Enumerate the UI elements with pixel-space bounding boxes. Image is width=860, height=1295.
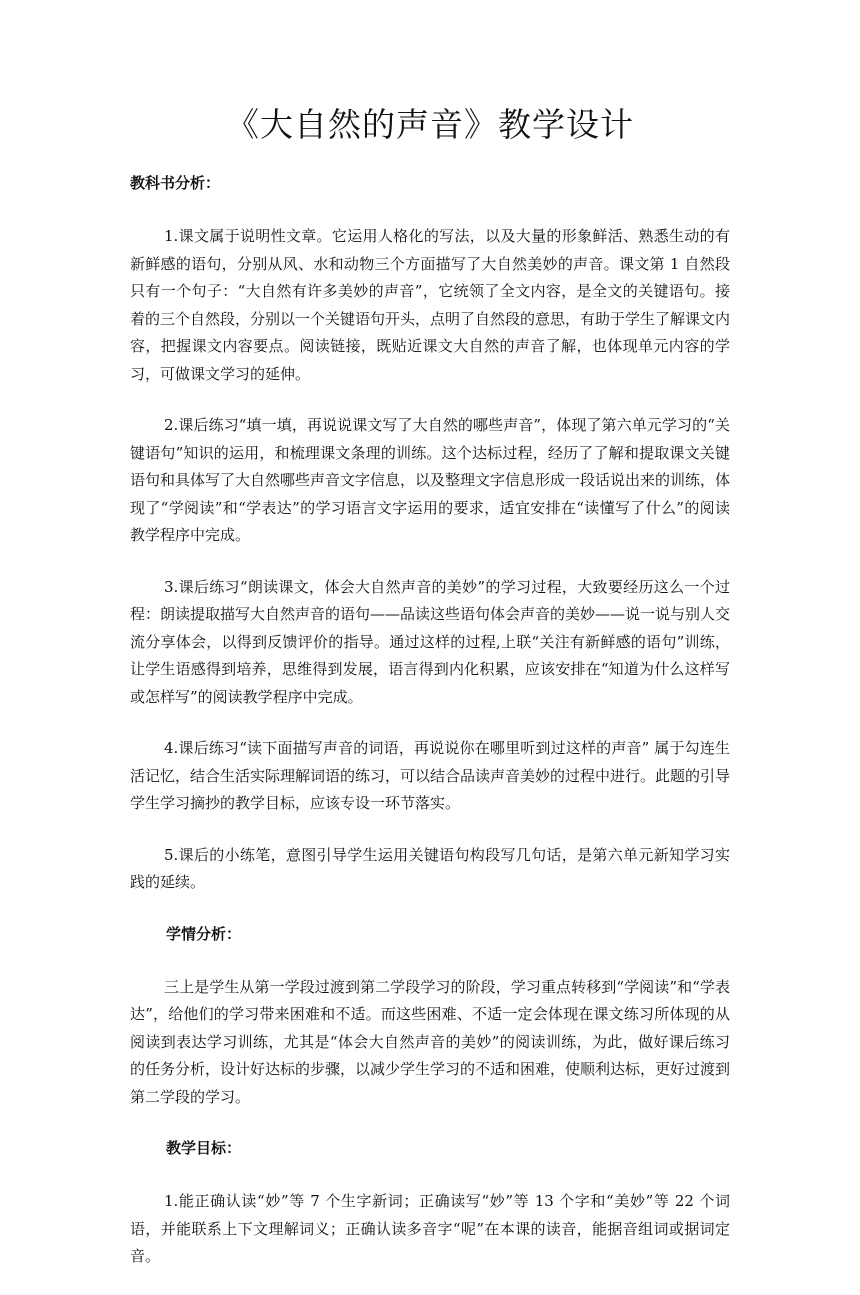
paragraph-textbook-2: 2.课后练习“填一填，再说说课文写了大自然的哪些声音”，体现了第六单元学习的“关键语句”知识的运用，和梳理课文条理的训练。这个达标过程，经历了了解和提取课文关键语句和具体写了大自然哪些声音文字信息，以及整理文字信息形成一段话说出来的训练，体现了“学阅读”和“学表达”的学习语言文字运用的要求，适宜安排在“读懂写了什么”的阅读教学程序中完成。 xyxy=(130,416,731,544)
paragraph-teaching-goal-1: 1.能正确认读“妙”等 7 个生字新词；正确读写“妙”等 13 个字和“美妙”等 22 个词语，并能联系上下文理解词义；正确认读多音字“呢”在本课的读音，能据音组词或据词定音。 xyxy=(130,1192,730,1265)
paragraph-textbook-3: 3.课后练习“朗读课文，体会大自然声音的美妙”的学习过程，大致要经历这么一个过程：朗读提取描写大自然声音的语句——品读这些语句体会声音的美妙——说一说与别人交流分享体会，以得到反馈评价的指导。通过这样的过程,上联“关注有新鲜感的语句”训练，让学生语感得到培养，思维得到发展，语言得到内化积累，应该安排在“知道为什么这样写或怎样写”的阅读教学程序中完成。 xyxy=(130,577,731,706)
paragraph-learner-analysis: 三上是学生从第一学段过渡到第二学段学习的阶段，学习重点转移到“学阅读”和“学表达”，给他们的学习带来困难和不适。而这些困难、不适一定会体现在课文练习所体现的从阅读到表达学习训练，尤其是“体会大自然声音的美妙”的阅读训练，为此，做好课后练习的任务分析，设计好达标的步骤，以减少学生学习的不适和困难，使顺利达标，更好过渡到第二学段的学习。 xyxy=(130,977,731,1106)
section-heading-textbook-analysis: 教科书分析： xyxy=(130,174,221,192)
paragraph-textbook-5: 5.课后的小练笔，意图引导学生运用关键语句构段写几句话，是第六单元新知学习实践的延续。 xyxy=(130,845,730,891)
document-title: 《大自然的声音》教学设计 xyxy=(226,105,634,144)
paragraph-textbook-1: 1.课文属于说明性文章。它运用人格化的写法，以及大量的形象鲜活、熟悉生动的有新鲜感的语句，分别从风、水和动物三个方面描写了大自然美妙的声音。课文第 1 自然段只有一个句子：“大自然有许多美妙的声音”，它统领了全文内容，是全文的关键语句。接着的三个自然段，分别以一个关键语句开头，点明了自然段的意思，有助于学生了解课文内容，把握课文内容要点。阅读链接，既贴近课文大自然的声音了解，也体现单元内容的学习，可做课文学习的延伸。 xyxy=(130,227,731,383)
section-heading-learner-analysis: 学情分析： xyxy=(166,924,242,943)
section-heading-teaching-goals: 教学目标： xyxy=(166,1139,242,1157)
document-body xyxy=(130,170,730,1295)
paragraph-textbook-4: 4.课后练习“读下面描写声音的词语，再说说你在哪里听到过这样的声音” 属于勾连生活记忆，结合生活实际理解词语的练习，可以结合品读声音美妙的过程中进行。此题的引导学生学习摘抄的教学目标，应该专设一环节落实。 xyxy=(130,739,731,812)
